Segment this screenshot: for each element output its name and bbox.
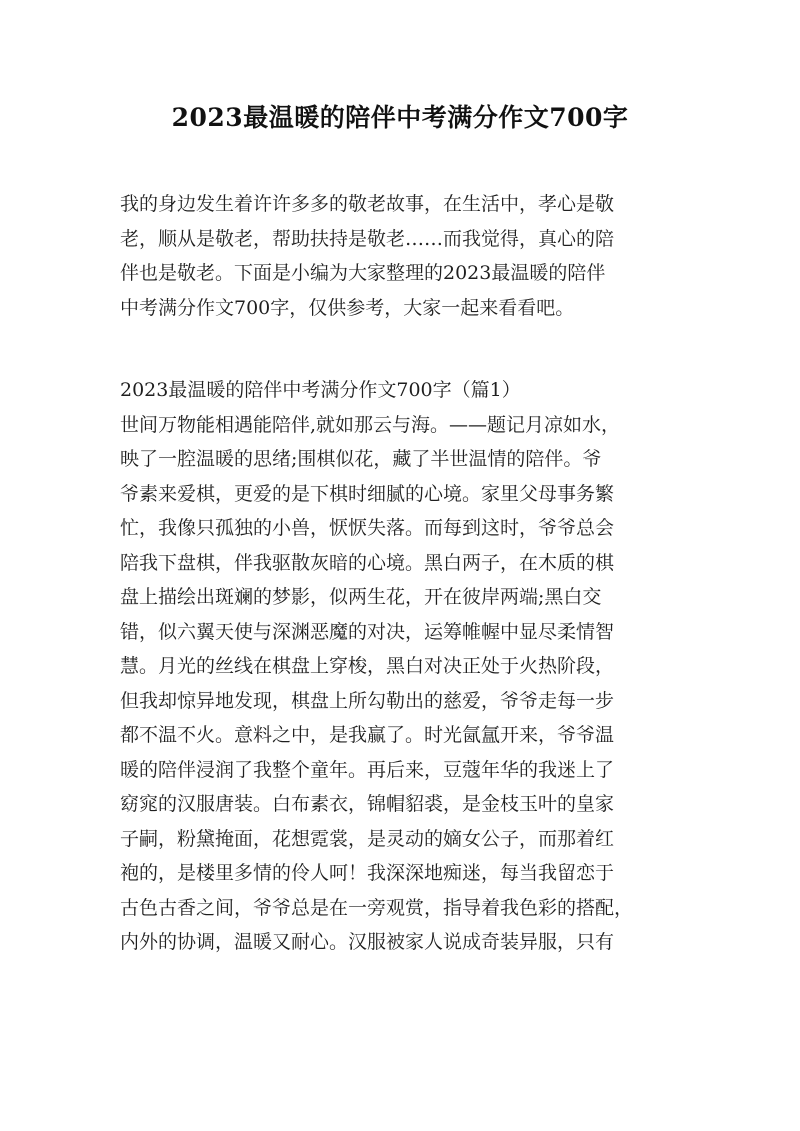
intro-line: 中考满分作文700字，仅供参考，大家一起来看看吧。 [120, 296, 575, 319]
intro-line: 我的身边发生着许许多多的敬老故事，在生活中，孝心是敬 [120, 193, 615, 215]
intro-line: 老，顺从是敬老，帮助扶持是敬老……而我觉得，真心的陪 [120, 227, 615, 250]
essay-line: 爷素来爱棋，更爱的是下棋时细腻的心境。家里父母事务繁 [120, 482, 615, 505]
essay-line: 袍的，是楼里多情的伶人呵！我深深地痴迷，每当我留恋于 [120, 862, 615, 884]
essay-line: 都不温不火。意料之中，是我赢了。时光氤氲开来，爷爷温 [120, 724, 615, 746]
intro-paragraph [120, 187, 686, 325]
essay-line: 窈窕的汉服唐装。白布素衣，锦帽貂裘，是金枝玉叶的皇家 [120, 793, 615, 815]
essay-line: 但我却惊异地发现，棋盘上所勾勒出的慈爱，爷爷走每一步 [120, 689, 615, 712]
essay-line: 忙，我像只孤独的小兽，恹恹失落。而每到这时，爷爷总会 [120, 517, 615, 539]
essay-section [120, 373, 686, 960]
essay-line: 世间万物能相遇能陪伴,就如那云与海。——题记月凉如水， [120, 413, 621, 436]
essay-line: 盘上描绘出斑斓的梦影，似两生花，开在彼岸两端;黑白交 [120, 586, 602, 608]
essay-line: 慧。月光的丝线在棋盘上穿梭，黑白对决正处于火热阶段， [120, 655, 615, 677]
essay-line: 内外的协调，温暖又耐心。汉服被家人说成奇装异服，只有 [120, 931, 615, 953]
document-title: 2023最温暖的陪伴中考满分作文700字 [171, 103, 629, 132]
essay-heading: 2023最温暖的陪伴中考满分作文700字（篇1） [120, 379, 521, 401]
intro-line: 伴也是敬老。下面是小编为大家整理的2023最温暖的陪伴 [120, 262, 606, 284]
essay-line: 暖的陪伴浸润了我整个童年。再后来，豆蔻年华的我迷上了 [120, 758, 615, 781]
essay-line: 映了一腔温暖的思绪;围棋似花，藏了半世温情的陪伴。爷 [120, 448, 602, 470]
essay-line: 古色古香之间，爷爷总是在一旁观赏，指导着我色彩的搭配， [120, 896, 634, 919]
essay-line: 子嗣，粉黛掩面，花想霓裳，是灵动的嫡女公子，而那着红 [120, 827, 615, 850]
essay-line: 陪我下盘棋，伴我驱散灰暗的心境。黑白两子，在木质的棋 [120, 551, 615, 574]
essay-line: 错，似六翼天使与深渊恶魔的对决，运筹帷幄中显尽柔情智 [120, 620, 615, 643]
